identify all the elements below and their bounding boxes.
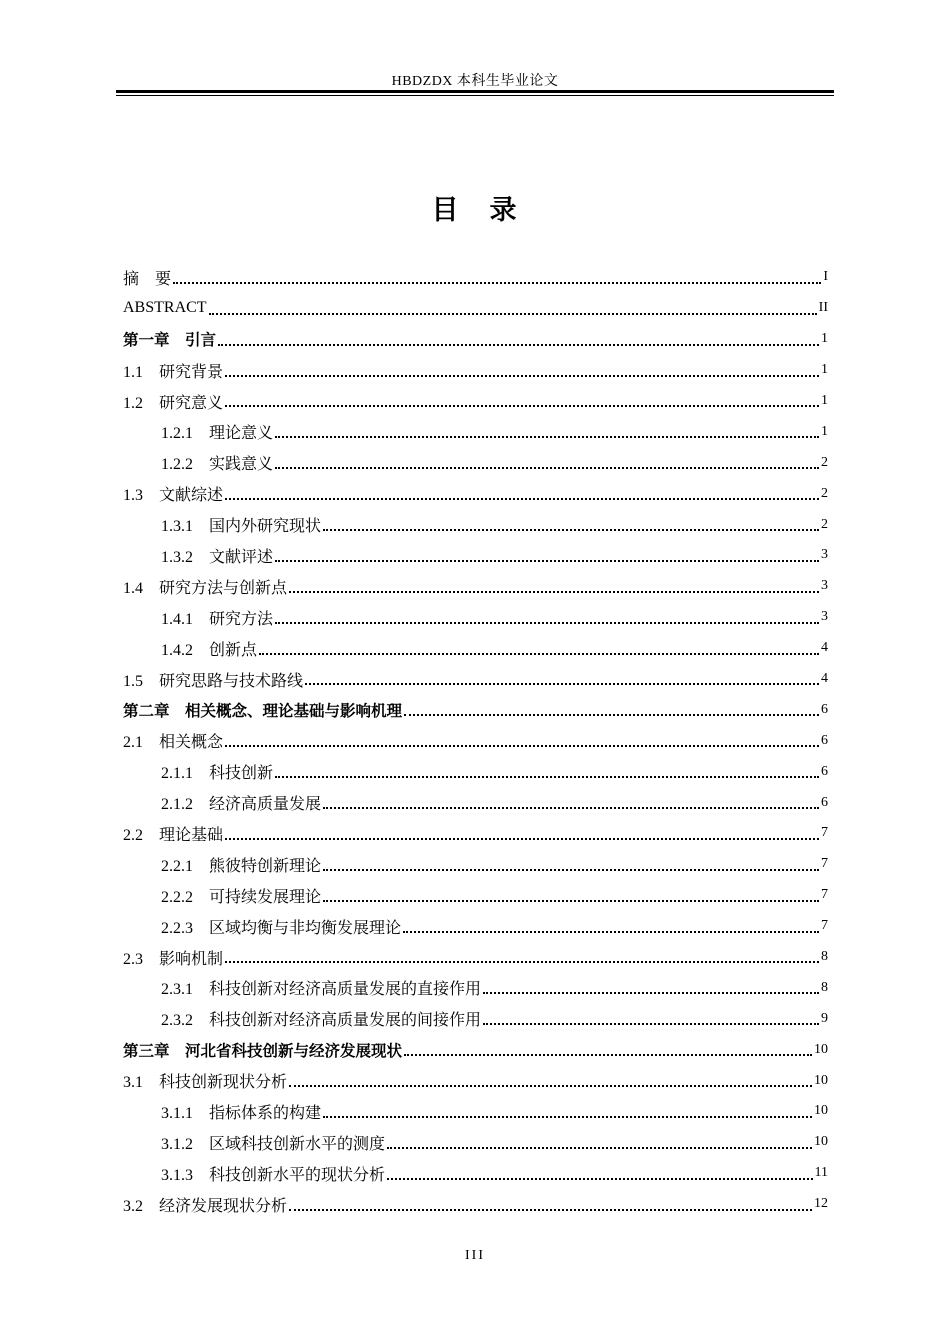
toc-entry-label: 2.3.1 科技创新对经济高质量发展的直接作用	[161, 981, 482, 999]
toc-entry-label: 1.2 研究意义	[123, 394, 224, 412]
toc-entry-page: 8	[821, 949, 828, 965]
toc-entry-page: 8	[821, 979, 828, 995]
toc-entry-label: 1.5 研究思路与技术路线	[123, 672, 304, 690]
toc-entry-label: 3.1.1 指标体系的构建	[161, 1104, 322, 1122]
toc-title: 目 录	[431, 195, 519, 226]
toc-entry[interactable]	[123, 509, 828, 540]
toc-entry[interactable]	[123, 664, 828, 695]
toc-entry[interactable]	[123, 911, 828, 942]
toc-dot-leader	[387, 1146, 812, 1149]
toc-entry[interactable]	[123, 633, 828, 664]
toc-entry-page: 10	[814, 1072, 828, 1088]
toc-entry[interactable]	[123, 849, 828, 880]
toc-entry-page: 10	[814, 1134, 828, 1150]
table-of-contents	[123, 262, 828, 1220]
toc-entry-page: 6	[821, 732, 828, 748]
header-rule-thin	[116, 95, 834, 96]
toc-entry-page: 1	[821, 331, 828, 347]
toc-dot-leader	[275, 466, 819, 469]
toc-entry-label: 1.4 研究方法与创新点	[123, 579, 288, 597]
toc-entry-page: 3	[821, 609, 828, 625]
toc-entry[interactable]	[123, 694, 828, 725]
toc-entry-label: 1.1 研究背景	[123, 363, 224, 381]
toc-entry-label: ABSTRACT	[123, 299, 207, 317]
toc-entry-label: 2.3.2 科技创新对经济高质量发展的间接作用	[161, 1012, 482, 1030]
toc-entry-label: 第三章 河北省科技创新与经济发展现状	[123, 1041, 403, 1060]
toc-dot-leader	[225, 960, 819, 963]
toc-entry[interactable]	[123, 293, 828, 324]
toc-entry[interactable]	[123, 972, 828, 1003]
toc-entry[interactable]	[123, 447, 828, 478]
toc-dot-leader	[225, 404, 819, 407]
toc-entry-page: 4	[821, 671, 828, 687]
toc-entry[interactable]	[123, 756, 828, 787]
toc-entry[interactable]	[123, 1065, 828, 1096]
toc-entry-page: 7	[821, 887, 828, 903]
toc-dot-leader	[173, 281, 821, 284]
running-header: HBDZDX 本科生毕业论文	[391, 74, 559, 89]
toc-entry-label: 2.1 相关概念	[123, 734, 224, 752]
toc-dot-leader	[404, 713, 819, 716]
toc-dot-leader	[403, 930, 819, 933]
toc-entry-label: 第一章 引言	[123, 331, 217, 350]
toc-dot-leader	[225, 744, 819, 747]
toc-entry-page: 7	[821, 918, 828, 934]
toc-entry[interactable]	[123, 787, 828, 818]
toc-entry-label: 第二章 相关概念、理论基础与影响机理	[123, 701, 403, 720]
toc-entry[interactable]	[123, 1189, 828, 1220]
toc-dot-leader	[289, 1084, 812, 1087]
toc-dot-leader	[483, 991, 819, 994]
toc-entry[interactable]	[123, 355, 828, 386]
page-number: III	[465, 1248, 485, 1263]
toc-entry-label: 2.1.1 科技创新	[161, 765, 274, 783]
toc-dot-leader	[323, 806, 819, 809]
toc-entry-page: 6	[821, 701, 828, 717]
toc-dot-leader	[275, 775, 819, 778]
toc-entry-label: 3.1 科技创新现状分析	[123, 1074, 288, 1092]
toc-entry-page: II	[818, 300, 828, 316]
toc-entry-page: 9	[821, 1010, 828, 1026]
toc-dot-leader	[225, 497, 819, 500]
toc-entry[interactable]	[123, 725, 828, 756]
toc-dot-leader	[289, 590, 819, 593]
toc-entry[interactable]	[123, 602, 828, 633]
toc-entry[interactable]	[123, 416, 828, 447]
toc-entry[interactable]	[123, 1096, 828, 1127]
toc-entry-label: 2.2.2 可持续发展理论	[161, 888, 322, 906]
toc-entry-page: 1	[821, 362, 828, 378]
toc-dot-leader	[404, 1053, 812, 1056]
toc-entry-label: 摘 要	[123, 270, 172, 288]
toc-entry-page: I	[823, 269, 828, 285]
toc-entry-page: 12	[814, 1196, 828, 1212]
toc-entry[interactable]	[123, 571, 828, 602]
toc-entry-page: 10	[814, 1103, 828, 1119]
toc-dot-leader	[218, 343, 819, 346]
toc-entry[interactable]	[123, 818, 828, 849]
toc-entry-label: 2.2.1 熊彼特创新理论	[161, 857, 322, 875]
toc-entry-label: 3.2 经济发展现状分析	[123, 1197, 288, 1215]
toc-entry-label: 1.4.1 研究方法	[161, 610, 274, 628]
toc-entry[interactable]	[123, 880, 828, 911]
toc-entry[interactable]	[123, 478, 828, 509]
toc-dot-leader	[305, 682, 819, 685]
toc-entry[interactable]	[123, 386, 828, 417]
toc-entry-page: 2	[821, 454, 828, 470]
toc-entry-label: 1.4.2 创新点	[161, 641, 258, 659]
toc-dot-leader	[259, 652, 819, 655]
toc-entry-page: 11	[814, 1165, 828, 1181]
toc-entry[interactable]	[123, 540, 828, 571]
toc-dot-leader	[387, 1177, 813, 1180]
toc-dot-leader	[323, 868, 819, 871]
toc-entry-label: 1.3 文献综述	[123, 487, 224, 505]
toc-entry-label: 1.2.1 理论意义	[161, 425, 274, 443]
toc-dot-leader	[323, 1115, 812, 1118]
toc-dot-leader	[289, 1208, 812, 1211]
toc-dot-leader	[323, 528, 819, 531]
toc-entry-page: 7	[821, 856, 828, 872]
toc-entry[interactable]	[123, 1158, 828, 1189]
toc-dot-leader	[483, 1022, 819, 1025]
toc-entry-page: 6	[821, 794, 828, 810]
toc-entry-page: 2	[821, 485, 828, 501]
toc-entry[interactable]	[123, 262, 828, 293]
toc-entry-page: 6	[821, 763, 828, 779]
header-rule-thick	[116, 90, 834, 93]
toc-entry-label: 2.1.2 经济高质量发展	[161, 796, 322, 814]
toc-entry-page: 1	[821, 423, 828, 439]
toc-dot-leader	[209, 312, 817, 315]
toc-entry-label: 1.3.1 国内外研究现状	[161, 518, 322, 536]
toc-entry-page: 4	[821, 640, 828, 656]
toc-entry-label: 2.2.3 区域均衡与非均衡发展理论	[161, 919, 402, 937]
toc-entry-page: 2	[821, 516, 828, 532]
toc-entry-page: 3	[821, 547, 828, 563]
toc-entry[interactable]	[123, 1034, 828, 1065]
toc-entry-page: 3	[821, 578, 828, 594]
toc-dot-leader	[225, 837, 819, 840]
toc-entry-label: 2.3 影响机制	[123, 950, 224, 968]
toc-entry-page: 7	[821, 825, 828, 841]
toc-entry-page: 10	[814, 1041, 828, 1057]
toc-entry[interactable]	[123, 1127, 828, 1158]
toc-entry[interactable]	[123, 1003, 828, 1034]
toc-entry[interactable]	[123, 324, 828, 355]
toc-entry-label: 3.1.2 区域科技创新水平的测度	[161, 1135, 386, 1153]
toc-dot-leader	[225, 374, 819, 377]
toc-entry-label: 1.3.2 文献评述	[161, 548, 274, 566]
toc-dot-leader	[323, 899, 819, 902]
toc-entry[interactable]	[123, 942, 828, 973]
toc-entry-label: 2.2 理论基础	[123, 826, 224, 844]
toc-dot-leader	[275, 435, 819, 438]
toc-dot-leader	[275, 621, 819, 624]
toc-entry-page: 1	[821, 393, 828, 408]
toc-entry-label: 1.2.2 实践意义	[161, 456, 274, 474]
toc-entry-label: 3.1.3 科技创新水平的现状分析	[161, 1166, 386, 1184]
toc-dot-leader	[275, 559, 819, 562]
